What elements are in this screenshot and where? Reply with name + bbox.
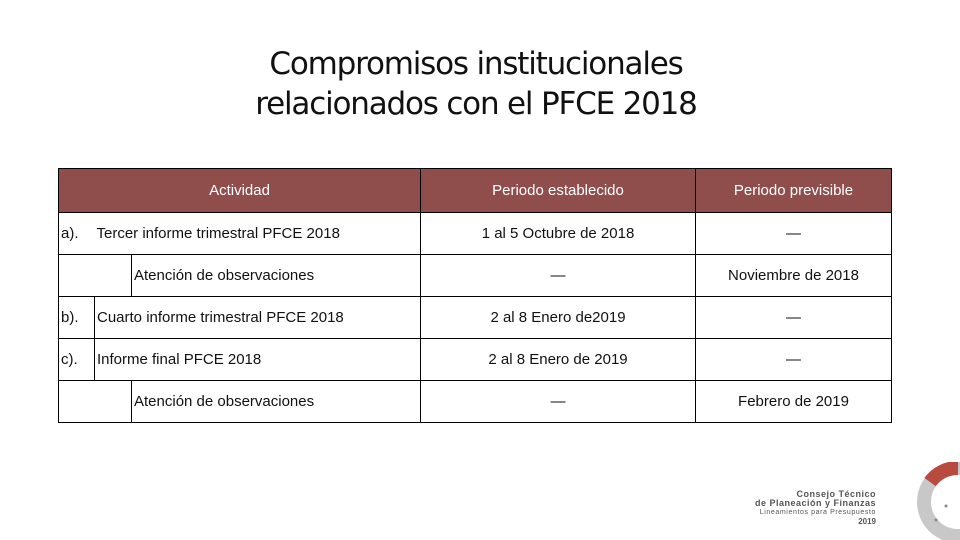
logo-line-2: de Planeación y Finanzas (754, 498, 876, 508)
row-letter: a). (59, 213, 95, 255)
row-expected: — (696, 297, 892, 339)
title-line-2: relacionados con el PFCE 2018 (255, 86, 697, 122)
row-expected: — (696, 339, 892, 381)
commitments-table (58, 168, 892, 423)
logo-icon (890, 462, 960, 540)
row-established: — (421, 255, 696, 297)
row-established: 1 al 5 Octubre de 2018 (421, 213, 696, 255)
row-expected: — (696, 213, 892, 255)
table-row (59, 255, 892, 297)
table-row (59, 297, 892, 339)
logo-accent-arc-icon (930, 468, 958, 482)
table-row (59, 381, 892, 423)
logo-text (676, 490, 876, 526)
header-activity: Actividad (59, 169, 421, 213)
table-row (59, 213, 892, 255)
table-header-row (59, 169, 892, 213)
row-established: — (421, 381, 696, 423)
table-row (59, 339, 892, 381)
title-line-1: Compromisos institucionales (269, 46, 683, 82)
row-activity: Atención de observaciones (132, 381, 421, 423)
row-established: 2 al 8 Enero de 2019 (421, 339, 696, 381)
header-expected-period: Periodo previsible (696, 169, 892, 213)
logo-dot-icon (935, 519, 938, 522)
commitments-table-wrapper (58, 168, 891, 427)
logo-line-3: Lineamientos para Presupuesto (759, 509, 876, 516)
logo-dot-icon (945, 505, 948, 508)
page-title (180, 44, 772, 124)
row-letter: c). (59, 339, 95, 381)
row-letter: b). (59, 297, 95, 339)
row-expected: Febrero de 2019 (696, 381, 892, 423)
row-activity: Tercer informe trimestral PFCE 2018 (95, 213, 421, 255)
row-letter (59, 381, 132, 423)
header-established-period: Periodo establecido (421, 169, 696, 213)
row-established: 2 al 8 Enero de2019 (421, 297, 696, 339)
logo-line-1: Consejo Técnico (796, 489, 876, 499)
row-expected: Noviembre de 2018 (696, 255, 892, 297)
row-activity: Cuarto informe trimestral PFCE 2018 (95, 297, 421, 339)
row-activity: Informe final PFCE 2018 (95, 339, 421, 381)
logo-line-4: 2019 (858, 517, 876, 526)
row-letter (59, 255, 132, 297)
row-activity: Atención de observaciones (132, 255, 421, 297)
